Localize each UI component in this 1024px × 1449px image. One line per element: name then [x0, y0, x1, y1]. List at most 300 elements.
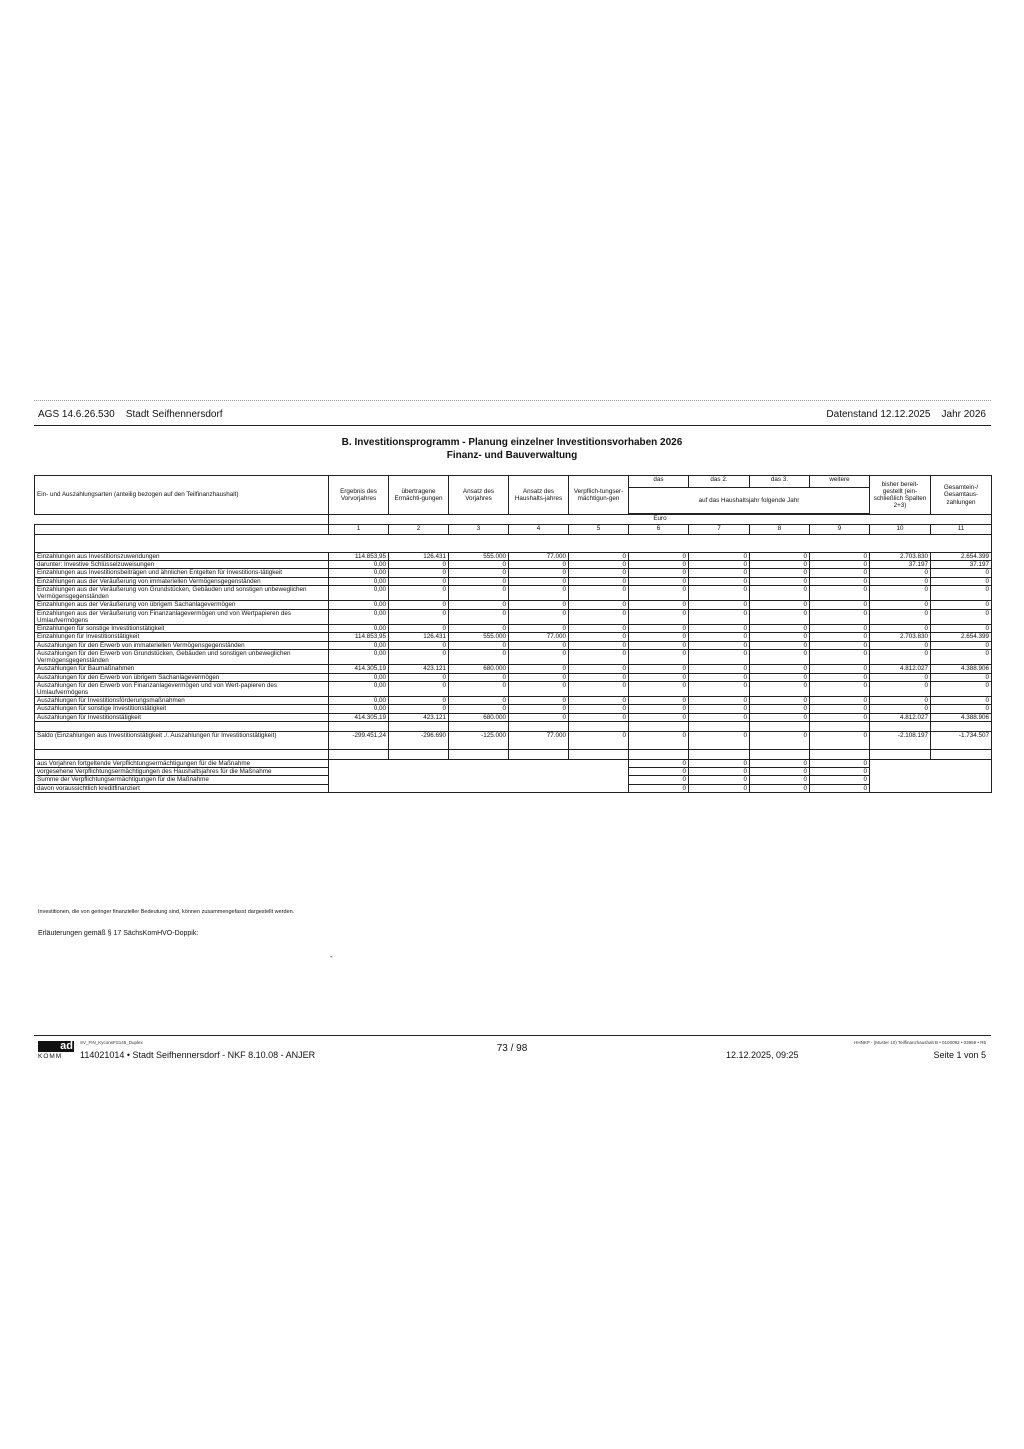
table-row	[35, 553, 992, 561]
commitment-row	[35, 759, 992, 767]
cell-value: 0	[689, 585, 750, 600]
commitment-value: 0	[810, 776, 870, 784]
cell-value: 0	[389, 625, 449, 633]
cell-value: 0,00	[329, 585, 389, 600]
cell-value: 0	[689, 681, 750, 696]
col-number: 3	[449, 525, 509, 535]
cell-value: 423.121	[389, 713, 449, 721]
cell-value: 0	[389, 585, 449, 600]
table-row	[35, 665, 992, 673]
cell-value: 0	[449, 561, 509, 569]
cell-value: 0	[509, 697, 569, 705]
commitment-value: 0	[810, 759, 870, 767]
commitment-value: 0	[629, 776, 689, 784]
cell-value: 0	[509, 569, 569, 577]
cell-value: 0	[629, 633, 689, 641]
cell-value: 0	[569, 665, 629, 673]
cell-value: 0	[629, 569, 689, 577]
cell-value: 0	[389, 601, 449, 609]
cell-value: 0	[629, 713, 689, 721]
table-row	[35, 641, 992, 649]
row-label: Auszahlungen für den Erwerb von immateriellen Vermögensgegenständen	[35, 641, 329, 649]
cell-value: 0	[870, 681, 931, 696]
cell-value: 37.197	[931, 561, 992, 569]
cell-value: 0	[569, 713, 629, 721]
header-following-years: auf das Haushaltsjahr folgende Jahr	[629, 488, 870, 514]
table-row	[35, 569, 992, 577]
row-label: Einzahlungen aus der Veräußerung von Finanzanlagevermögen und von Wertpapieren des Umlaufvermögens	[35, 609, 329, 624]
cell-value: 0	[931, 641, 992, 649]
saldo-label: Saldo (Einzahlungen aus Investitionstätigkeit ./. Auszahlungen für Investitionstätigkeit)	[35, 731, 329, 749]
cell-value: 0	[810, 681, 870, 696]
cell-value: 0	[509, 585, 569, 600]
cell-value: 2.654.399	[931, 553, 992, 561]
cell-value: 0	[629, 577, 689, 585]
footer-doc-id: SV_FIN_KyconsFS145_Duplex	[80, 1040, 143, 1045]
cell-value: 0,00	[329, 705, 389, 713]
cell-value: 4.812.027	[870, 713, 931, 721]
cell-value: 0,00	[329, 561, 389, 569]
cell-value: 77.000	[509, 553, 569, 561]
cell-value: 0	[810, 561, 870, 569]
saldo-value: 0	[750, 731, 810, 749]
euro-unit: Euro	[329, 515, 992, 525]
cell-value: 0	[629, 601, 689, 609]
cell-value: 0	[689, 673, 750, 681]
header-right	[826, 409, 986, 420]
cell-value: 0	[870, 577, 931, 585]
cell-value: 0	[870, 697, 931, 705]
cell-value: 0	[750, 681, 810, 696]
cell-value: 0	[569, 609, 629, 624]
cell-value: 0	[870, 649, 931, 664]
saldo-value: -1.734.507	[931, 731, 992, 749]
cell-value: 0	[629, 673, 689, 681]
cell-value: 0	[389, 649, 449, 664]
cell-value: 0	[509, 577, 569, 585]
cell-value: 0	[629, 585, 689, 600]
cell-value: 37.197	[870, 561, 931, 569]
cell-value: 0	[931, 585, 992, 600]
cell-value: 0	[689, 705, 750, 713]
cell-value: 114.853,95	[329, 553, 389, 561]
cell-value: 0	[389, 673, 449, 681]
cell-value: 0	[389, 681, 449, 696]
cell-value: 0	[870, 609, 931, 624]
ags-code: AGS 14.6.26.530	[38, 409, 115, 420]
cell-value: 0	[569, 697, 629, 705]
cell-value: 0	[750, 641, 810, 649]
table-row	[35, 681, 992, 696]
cell-value: 0	[389, 641, 449, 649]
table-row	[35, 561, 992, 569]
footer-client: 114021014 • Stadt Seifhennersdorf - NKF 8.10.08 - ANJER	[80, 1050, 316, 1060]
cell-value: 0	[750, 585, 810, 600]
cell-value: 0	[569, 601, 629, 609]
header-col1: Ergebnis des Vorvorjahres	[329, 476, 389, 515]
saldo-value: -299.451,24	[329, 731, 389, 749]
cell-value: 0	[389, 569, 449, 577]
cell-value: 4.388.906	[931, 713, 992, 721]
table-row	[35, 673, 992, 681]
cell-value: 0,00	[329, 649, 389, 664]
logo-sub: KOMM	[38, 1053, 63, 1060]
commitment-value: 0	[810, 768, 870, 776]
cell-value: 0	[689, 633, 750, 641]
cell-value: 0	[509, 665, 569, 673]
logo-mark: ad	[38, 1041, 74, 1052]
cell-value: 0	[750, 713, 810, 721]
header-col8: das 3.	[750, 476, 810, 488]
cell-value: 0	[629, 561, 689, 569]
cell-value: 0	[750, 697, 810, 705]
cell-value: 0	[810, 633, 870, 641]
footer-page: Seite 1 von 5	[933, 1050, 986, 1060]
saldo-value: 0	[689, 731, 750, 749]
commitment-value: 0	[689, 768, 750, 776]
explanation-heading: Erläuterungen gemäß § 17 SächsKomHVO-Doppik:	[38, 930, 199, 937]
cell-value: 114.853,95	[329, 633, 389, 641]
col-number: 10	[870, 525, 931, 535]
cell-value: 0	[629, 681, 689, 696]
commitment-rows	[35, 759, 992, 792]
table-row	[35, 585, 992, 600]
commitment-value: 0	[629, 768, 689, 776]
cell-value: 0	[509, 601, 569, 609]
footer-page-count: 73 / 98	[496, 1043, 528, 1054]
cell-value: 0	[810, 665, 870, 673]
col-number: 5	[569, 525, 629, 535]
spacer-row	[35, 535, 992, 553]
data-rows	[35, 553, 992, 722]
table-row	[35, 697, 992, 705]
cell-value: 555.000	[449, 553, 509, 561]
cell-value: 0	[810, 641, 870, 649]
column-number-row	[35, 525, 992, 535]
header-col2: übertragene Ermächti-gungen	[389, 476, 449, 515]
cell-value: 0	[689, 569, 750, 577]
cell-value: 0	[689, 601, 750, 609]
cell-value: 0	[449, 569, 509, 577]
investment-table	[34, 475, 992, 793]
cell-value: 0	[509, 705, 569, 713]
cell-value: 0	[569, 705, 629, 713]
table-row	[35, 601, 992, 609]
commitment-value: 0	[750, 776, 810, 784]
cell-value: 0	[689, 697, 750, 705]
col-number: 1	[329, 525, 389, 535]
cell-value: 0	[509, 641, 569, 649]
cell-value: 0	[750, 705, 810, 713]
cell-value: 0	[750, 633, 810, 641]
cell-value: 0	[750, 649, 810, 664]
cell-value: 0,00	[329, 601, 389, 609]
cell-value: 0	[389, 561, 449, 569]
cell-value: 0	[810, 601, 870, 609]
row-label: Auszahlungen für Investitionsförderungsmaßnahmen	[35, 697, 329, 705]
cell-value: 0	[931, 569, 992, 577]
commitment-value: 0	[750, 768, 810, 776]
cell-value: 0	[569, 561, 629, 569]
cell-value: 0	[810, 609, 870, 624]
cell-value: 0	[750, 601, 810, 609]
commitment-value: 0	[750, 759, 810, 767]
cell-value: 0	[629, 609, 689, 624]
cell-value: 0	[810, 553, 870, 561]
cell-value: 0	[509, 713, 569, 721]
page-subtitle: Finanz- und Bauverwaltung	[446, 450, 578, 461]
saldo-value: 77.000	[509, 731, 569, 749]
row-label: Auszahlungen für den Erwerb von Finanzanlagevermögen und von Wert-papieren des Umlaufvermögens	[35, 681, 329, 696]
cell-value: 0	[810, 673, 870, 681]
cell-value: 0	[870, 705, 931, 713]
header-col9: weitere	[810, 476, 870, 488]
commitment-label: davon voraussichtlich kreditfinanziert	[35, 784, 329, 792]
cell-value: 0	[870, 673, 931, 681]
city-name: Stadt Seifhennersdorf	[125, 409, 223, 420]
page-title: B. Investitionsprogramm - Planung einzelner Investitionsvorhaben 2026	[341, 437, 683, 448]
cell-value: 77.000	[509, 633, 569, 641]
cell-value: 0	[689, 577, 750, 585]
header-col7: das 2.	[689, 476, 750, 488]
cell-value: 0	[750, 553, 810, 561]
cell-value: 0	[810, 569, 870, 577]
header-col11: Gesamtein-/ Gesamtaus-zahlungen	[931, 476, 992, 515]
cell-value: 0	[810, 705, 870, 713]
cell-value: 0	[931, 705, 992, 713]
row-label: Einzahlungen aus der Veräußerung von übrigem Sachanlagevermögen	[35, 601, 329, 609]
header-col6: das	[629, 476, 689, 488]
cell-value: 0	[449, 577, 509, 585]
cell-value: 0	[689, 641, 750, 649]
cell-value: 0	[569, 585, 629, 600]
cell-value: 0	[810, 577, 870, 585]
cell-value: 0	[629, 665, 689, 673]
header-label-cell: Ein- und Auszahlungsarten (anteilig bezogen auf den Teilfinanzhaushalt)	[35, 476, 329, 515]
cell-value: 0	[750, 577, 810, 585]
commitment-value: 0	[629, 759, 689, 767]
cell-value: 0	[449, 641, 509, 649]
row-label: Einzahlungen für Investitionstätigkeit	[35, 633, 329, 641]
commitment-value: 0	[689, 784, 750, 792]
cell-value: 0	[689, 553, 750, 561]
cell-value: 0	[449, 673, 509, 681]
cell-value: 4.812.027	[870, 665, 931, 673]
cell-value: 0	[870, 625, 931, 633]
cell-value: 2.703.830	[870, 633, 931, 641]
cell-value: 0	[870, 641, 931, 649]
cell-value: 0	[629, 649, 689, 664]
cell-value: 0	[750, 665, 810, 673]
table-row	[35, 577, 992, 585]
cell-value: 0	[569, 681, 629, 696]
header-col10: bisher bereit-gestellt (ein-schließlich Spalten 2+3)	[870, 476, 931, 515]
col-number: 2	[389, 525, 449, 535]
cell-value: 0	[689, 609, 750, 624]
cell-value: 126.431	[389, 633, 449, 641]
cell-value: 0,00	[329, 673, 389, 681]
row-label: Einzahlungen für sonstige Investitionstätigkeit	[35, 625, 329, 633]
cell-value: 0	[810, 625, 870, 633]
row-label: Auszahlungen für sonstige Investitionstätigkeit	[35, 705, 329, 713]
top-dotted-rule	[34, 400, 991, 401]
row-label: Auszahlungen für Investitionstätigkeit	[35, 713, 329, 721]
cell-value: 0	[509, 609, 569, 624]
cell-value: 0	[810, 697, 870, 705]
cell-value: 0	[750, 673, 810, 681]
cell-value: 0,00	[329, 625, 389, 633]
cell-value: 0	[750, 609, 810, 624]
cell-value: 0	[750, 569, 810, 577]
header-left	[38, 409, 223, 420]
cell-value: 0	[449, 649, 509, 664]
cell-value: 0,00	[329, 569, 389, 577]
col-number: 9	[810, 525, 870, 535]
cell-value: 0,00	[329, 641, 389, 649]
col-number: 8	[750, 525, 810, 535]
cell-value: 0	[931, 649, 992, 664]
cell-value: 423.121	[389, 665, 449, 673]
cell-value: 0	[509, 649, 569, 664]
row-label: Einzahlungen aus Investitionszuwendungen	[35, 553, 329, 561]
table-row	[35, 609, 992, 624]
cell-value: 0	[810, 585, 870, 600]
header-rule	[34, 425, 991, 426]
cell-value: 0	[931, 625, 992, 633]
table-row	[35, 705, 992, 713]
cell-value: 0	[569, 577, 629, 585]
cell-value: 0	[870, 601, 931, 609]
cell-value: 0	[569, 553, 629, 561]
cell-value: 0	[931, 577, 992, 585]
cell-value: 0	[449, 697, 509, 705]
commitment-value: 0	[629, 784, 689, 792]
cell-value: 0	[931, 609, 992, 624]
header-col5: Verpflich-tungser-mächtigun-gen	[569, 476, 629, 515]
commitment-value: 0	[810, 784, 870, 792]
cell-value: 0	[449, 601, 509, 609]
saldo-row	[35, 731, 992, 749]
cell-value: 126.431	[389, 553, 449, 561]
header-col3: Ansatz des Vorjahres	[449, 476, 509, 515]
cell-value: 0	[750, 625, 810, 633]
cell-value: 0	[629, 697, 689, 705]
footer-rule	[34, 1035, 991, 1036]
saldo-value: 0	[569, 731, 629, 749]
cell-value: 0	[689, 561, 750, 569]
cell-value: 0	[449, 705, 509, 713]
cell-value: 0	[629, 553, 689, 561]
cell-value: 0	[569, 633, 629, 641]
cell-value: 0,00	[329, 697, 389, 705]
cell-value: 0	[509, 561, 569, 569]
cell-value: 0	[810, 649, 870, 664]
jahr: Jahr 2026	[941, 409, 986, 420]
cell-value: 0	[629, 641, 689, 649]
cell-value: 4.388.906	[931, 665, 992, 673]
cell-value: 0,00	[329, 577, 389, 585]
cell-value: 0	[569, 673, 629, 681]
col-number: 11	[931, 525, 992, 535]
commitment-value: 0	[750, 784, 810, 792]
cell-value: 0	[449, 681, 509, 696]
cell-value: 0	[569, 569, 629, 577]
cell-value: 0	[509, 681, 569, 696]
saldo-value: -296.690	[389, 731, 449, 749]
cell-value: 0	[509, 673, 569, 681]
commitment-value: 0	[689, 759, 750, 767]
cell-value: 414.305,19	[329, 665, 389, 673]
cell-value: 2.654.399	[931, 633, 992, 641]
table-row	[35, 625, 992, 633]
saldo-value: 0	[810, 731, 870, 749]
cell-value: 0	[569, 641, 629, 649]
col-number: 6	[629, 525, 689, 535]
row-label: darunter: Investive Schlüsselzuweisungen	[35, 561, 329, 569]
cell-value: 0	[629, 705, 689, 713]
cell-value: 0	[931, 601, 992, 609]
cell-value: 0	[629, 625, 689, 633]
cell-value: 0	[389, 705, 449, 713]
row-label: Auszahlungen für Baumaßnahmen	[35, 665, 329, 673]
cell-value: 0	[569, 649, 629, 664]
cell-value: 0	[931, 697, 992, 705]
commitment-label: vorgesehene Verpflichtungsermächtigungen des Haushaltsjahres für die Maßnahme	[35, 768, 329, 776]
row-label: Einzahlungen aus der Veräußerung von immateriellen Vermögensgegenständen	[35, 577, 329, 585]
cell-value: 0,00	[329, 681, 389, 696]
cell-value: 0	[689, 665, 750, 673]
cell-value: 2.703.830	[870, 553, 931, 561]
cell-value: 0	[449, 585, 509, 600]
cell-value: 0	[509, 625, 569, 633]
cell-value: 680.000	[449, 665, 509, 673]
cell-value: 0	[931, 681, 992, 696]
col-number: 7	[689, 525, 750, 535]
cell-value: 0	[931, 673, 992, 681]
cell-value: 0	[689, 625, 750, 633]
cell-value: 0	[750, 561, 810, 569]
footer-form-id: HHNKP - (Muster 10) Teilfinanzhaushalt B • 0100092 • 03959 • R5	[854, 1040, 986, 1045]
cell-value: 555.000	[449, 633, 509, 641]
cell-value: 0	[689, 649, 750, 664]
cell-value: 0	[389, 697, 449, 705]
cell-value: 0	[870, 585, 931, 600]
cell-value: 414.305,19	[329, 713, 389, 721]
table-row	[35, 633, 992, 641]
header-col4: Ansatz des Haushalts-jahres	[509, 476, 569, 515]
saldo-value: 0	[629, 731, 689, 749]
row-label: Auszahlungen für den Erwerb von Grundstücken, Gebäuden und sonstigen unbeweglichen Vermögensgegenständen	[35, 649, 329, 664]
cell-value: 0	[810, 713, 870, 721]
row-label: Auszahlungen für den Erwerb von übrigem Sachanlagevermögen	[35, 673, 329, 681]
cell-value: 0	[389, 577, 449, 585]
col-number: 4	[509, 525, 569, 535]
saldo-value: -125.000	[449, 731, 509, 749]
explanation-dash: -	[330, 952, 333, 961]
datenstand: Datenstand 12.12.2025	[826, 409, 931, 420]
cell-value: 0,00	[329, 609, 389, 624]
cell-value: 0	[689, 713, 750, 721]
cell-value: 0	[449, 625, 509, 633]
commitment-value: 0	[689, 776, 750, 784]
table-row	[35, 649, 992, 664]
row-label: Einzahlungen aus Investitionsbeiträgen und ähnlichen Entgelten für Investitions-tätigkeit	[35, 569, 329, 577]
cell-value: 0	[569, 625, 629, 633]
cell-value: 0	[870, 569, 931, 577]
cell-value: 0	[449, 609, 509, 624]
cell-value: 0	[389, 609, 449, 624]
commitment-label: aus Vorjahren fortgeltende Verpflichtungsermächtigungen für die Maßnahme	[35, 759, 329, 767]
